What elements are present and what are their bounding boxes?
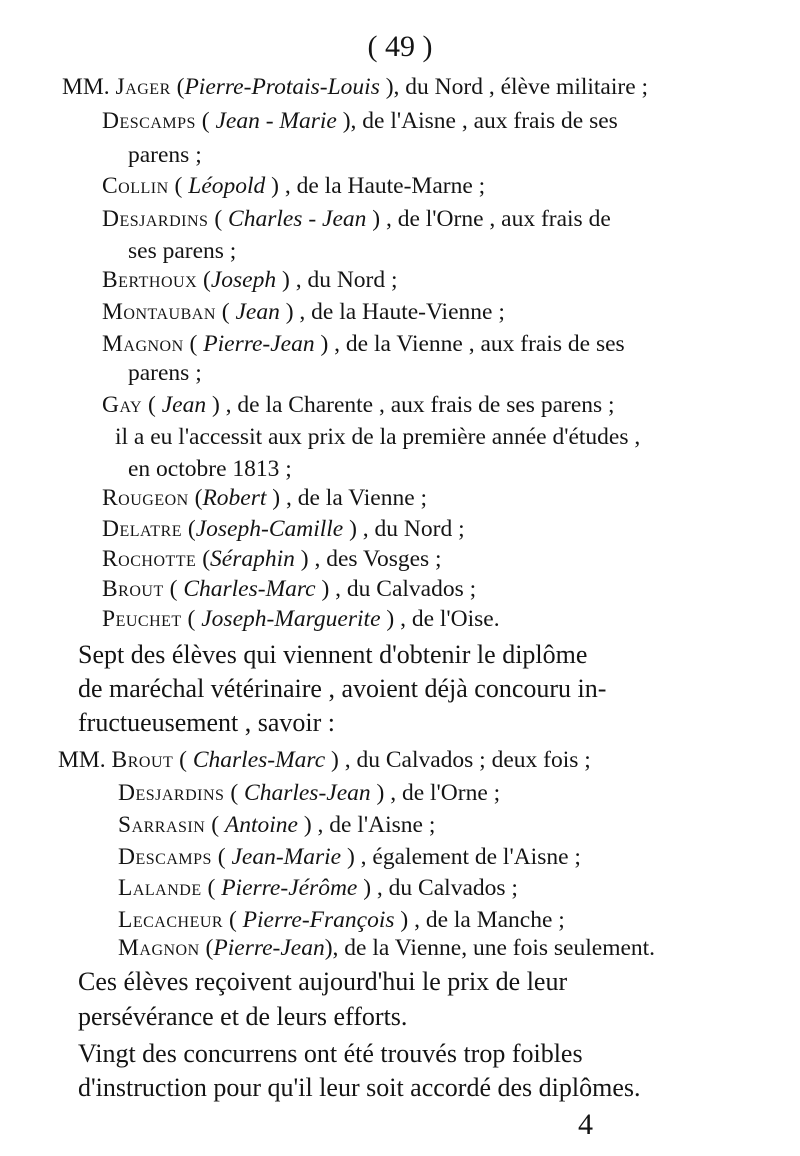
punctuation: ( xyxy=(208,206,229,232)
punctuation: ( xyxy=(195,108,216,134)
entry-text: ) , de la Vienne , aux frais de ses xyxy=(314,331,625,357)
list-entry-line xyxy=(102,204,611,234)
list-entry-line xyxy=(128,358,202,388)
punctuation: ( xyxy=(168,173,189,199)
list-entry-line xyxy=(102,574,476,604)
list-entry-line xyxy=(118,810,435,840)
line-text: ses parens ; xyxy=(128,238,237,264)
entry-text: ) , de la Haute-Marne ; xyxy=(265,173,486,199)
surname: Brout xyxy=(102,576,164,602)
paragraph-line xyxy=(78,1073,640,1103)
surname: Lalande xyxy=(118,875,202,901)
entry-text: ) , du Calvados ; xyxy=(357,875,518,901)
line-text: Vingt des concurrens ont été trouvés trop foibles xyxy=(78,1039,583,1068)
list-entry-line xyxy=(102,106,618,136)
surname: Rochotte xyxy=(102,546,197,572)
surname: Rougeon xyxy=(102,485,189,511)
punctuation: ( xyxy=(173,747,193,773)
surname: Delatre xyxy=(102,516,183,542)
list-entry-line xyxy=(102,297,505,327)
punctuation: ( xyxy=(224,780,245,806)
entry-text: ) , de la Charente , aux frais de ses parens ; xyxy=(206,392,615,418)
list-entry-line xyxy=(102,329,625,359)
line-text: en octobre 1813 ; xyxy=(128,456,292,482)
entry-text: ) , du Nord ; xyxy=(276,267,398,293)
list-entry-line xyxy=(128,140,202,170)
surname: Berthoux xyxy=(102,267,198,293)
given-names: Jean xyxy=(161,392,207,418)
given-names: Charles-Marc xyxy=(192,747,326,773)
entry-text: ), de la Vienne, une fois seulement. xyxy=(324,935,656,961)
salutation: MM. xyxy=(62,74,116,100)
paragraph-line xyxy=(78,674,606,704)
entry-text: ) , de l'Aisne ; xyxy=(297,812,436,838)
punctuation: ( xyxy=(205,812,225,838)
surname: Desjardins xyxy=(102,206,209,232)
line-text: fructueusement , savoir : xyxy=(78,708,336,737)
punctuation: ( xyxy=(215,299,236,325)
surname: Gay xyxy=(102,392,143,418)
punctuation: ( xyxy=(183,331,204,357)
list-entry-line xyxy=(118,842,581,872)
entry-text: ) , du Nord ; xyxy=(343,516,465,542)
entry-text: ) , de l'Oise. xyxy=(380,606,500,632)
punctuation: ( xyxy=(223,907,243,933)
paragraph-line xyxy=(78,967,567,997)
line-text: d'instruction pour qu'il leur soit accordé des diplômes. xyxy=(78,1073,641,1102)
paragraph-line xyxy=(78,1039,583,1069)
paragraph-line xyxy=(78,708,335,738)
given-names: Pierre-Protais-Louis xyxy=(184,74,380,100)
surname: Descamps xyxy=(118,844,212,870)
given-names: Pierre-Jean xyxy=(213,935,325,961)
given-names: Pierre-Jérôme xyxy=(221,875,358,901)
punctuation: ( xyxy=(201,875,222,901)
surname: Sarrasin xyxy=(118,812,206,838)
punctuation: ( xyxy=(170,74,185,100)
list-entry-line xyxy=(118,873,518,903)
punctuation: ( xyxy=(197,267,211,293)
given-names: Séraphin xyxy=(210,546,295,572)
line-text: Ces élèves reçoivent aujourd'hui le prix de leur xyxy=(78,967,568,996)
list-entry-line xyxy=(102,390,615,420)
punctuation: ( xyxy=(196,546,211,572)
entry-text: ) , des Vosges ; xyxy=(294,546,442,572)
list-entry-line xyxy=(102,171,485,201)
entry-text: ) , également de l'Aisne ; xyxy=(341,844,581,870)
line-text: de maréchal vétérinaire , avoient déjà concouru in- xyxy=(78,674,607,703)
surname: Collin xyxy=(102,173,169,199)
surname: Magnon xyxy=(102,331,184,357)
surname: Descamps xyxy=(102,108,196,134)
punctuation: ( xyxy=(163,576,184,602)
entry-text: ) , de l'Orne ; xyxy=(370,780,501,806)
list-entry-line xyxy=(102,514,465,544)
surname: Brout xyxy=(111,747,174,773)
punctuation: ( xyxy=(211,844,232,870)
list-entry-line xyxy=(115,422,640,452)
given-names: Antoine xyxy=(224,812,298,838)
surname: Desjardins xyxy=(118,780,225,806)
entry-text: ) , du Calvados ; xyxy=(315,576,477,602)
page-number: ( 49 ) xyxy=(367,30,433,63)
given-names: Robert xyxy=(202,485,267,511)
list-entry-line xyxy=(118,933,655,963)
given-names: Jean - Marie xyxy=(215,108,337,134)
line-text: Sept des élèves qui viennent d'obtenir le diplôme xyxy=(78,640,588,669)
entry-text: ), du Nord , élève militaire ; xyxy=(379,74,649,100)
entry-text: ) , de la Manche ; xyxy=(394,907,565,933)
given-names: Charles-Jean xyxy=(244,780,371,806)
surname: Jager xyxy=(115,74,171,100)
given-names: Pierre-Jean xyxy=(203,331,315,357)
list-entry-line xyxy=(58,745,591,775)
punctuation: ( xyxy=(199,935,214,961)
line-text: parens ; xyxy=(128,360,202,386)
punctuation: ( xyxy=(182,516,196,542)
entry-text: ) , de la Haute-Vienne ; xyxy=(279,299,505,325)
given-names: Pierre-François xyxy=(242,907,395,933)
surname: Lecacheur xyxy=(118,907,224,933)
list-entry-line xyxy=(102,604,500,634)
printer-signature: 4 xyxy=(578,1108,593,1141)
list-entry-line xyxy=(118,778,500,808)
entry-text: ), de l'Aisne , aux frais de ses xyxy=(336,108,618,134)
surname: Magnon xyxy=(118,935,200,961)
given-names: Jean-Marie xyxy=(231,844,342,870)
line-text: il a eu l'accessit aux prix de la première année d'études , xyxy=(115,424,641,450)
given-names: Joseph-Marguerite xyxy=(201,606,381,632)
entry-text: ) , du Calvados ; deux fois ; xyxy=(325,747,591,773)
given-names: Joseph xyxy=(210,267,277,293)
entry-text: ) , de la Vienne ; xyxy=(266,485,428,511)
list-entry-line xyxy=(128,454,292,484)
list-entry-line xyxy=(128,236,236,266)
list-entry-line xyxy=(118,905,565,935)
given-names: Charles - Jean xyxy=(228,206,367,232)
list-entry-line xyxy=(102,483,427,513)
given-names: Jean xyxy=(235,299,280,325)
paragraph-line xyxy=(78,640,587,670)
salutation: MM. xyxy=(58,747,112,773)
punctuation: ( xyxy=(188,485,203,511)
line-text: parens ; xyxy=(128,142,202,168)
given-names: Léopold xyxy=(188,173,266,199)
paragraph-line xyxy=(78,1002,407,1032)
entry-text: ) , de l'Orne , aux frais de xyxy=(366,206,611,232)
surname: Peuchet xyxy=(102,606,182,632)
list-entry-line xyxy=(62,72,648,102)
line-text: persévérance et de leurs efforts. xyxy=(78,1002,408,1031)
list-entry-line xyxy=(102,265,398,295)
punctuation: ( xyxy=(142,392,162,418)
given-names: Charles-Marc xyxy=(183,576,316,602)
surname: Montauban xyxy=(102,299,216,325)
given-names: Joseph-Camille xyxy=(195,516,344,542)
list-entry-line xyxy=(102,544,442,574)
punctuation: ( xyxy=(181,606,202,632)
